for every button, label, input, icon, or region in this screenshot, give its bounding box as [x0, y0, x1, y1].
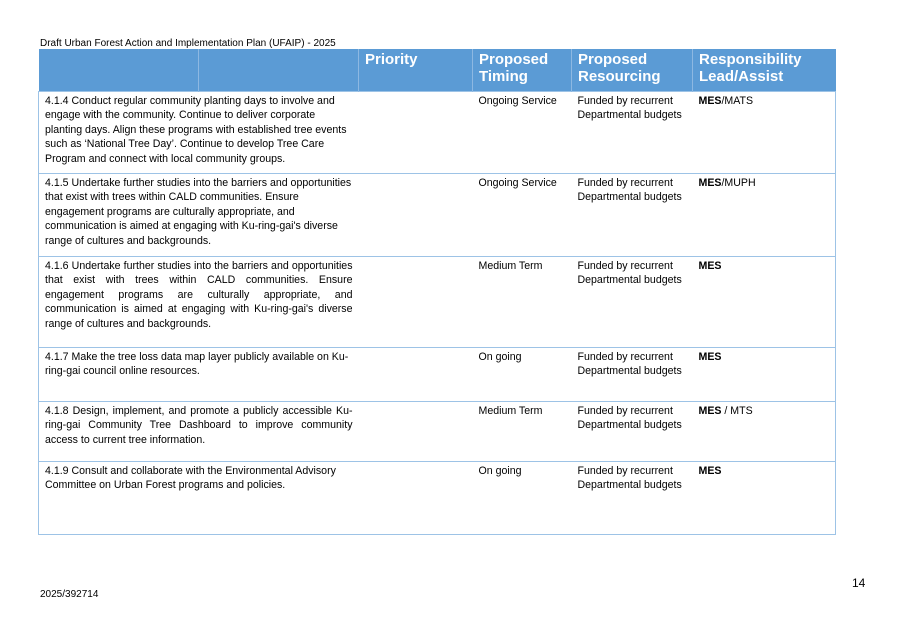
assist-text: /MATS — [721, 94, 754, 107]
action-cell: 4.1.7 Make the tree loss data map layer publicly available on Ku-ring-gai council online resources. — [39, 347, 359, 401]
responsibility-cell — [693, 173, 836, 256]
assist-text: / MTS — [721, 404, 753, 417]
table-row — [39, 347, 836, 401]
responsibility-cell — [693, 91, 836, 173]
priority-cell — [359, 91, 473, 173]
priority-cell — [359, 173, 473, 256]
responsibility-cell — [693, 256, 836, 347]
table-header-row — [39, 49, 836, 91]
lead-text: MES — [698, 404, 722, 417]
action-cell: 4.1.5 Undertake further studies into the barriers and opportunities that exist with trees within CALD communities. Ensure engagement programs are culturally appropriate, and communication is aimed at engaging with Ku-ring-gai's diverse range of cultures and backgrounds. — [39, 173, 359, 256]
column-header-action — [39, 49, 199, 91]
column-header-resourcing: Proposed Resourcing — [572, 49, 693, 91]
resourcing-cell: Funded by recurrent Departmental budgets — [572, 461, 693, 534]
column-header-responsibility: Responsibility Lead/Assist — [693, 49, 836, 91]
responsibility-cell — [693, 461, 836, 534]
table-row — [39, 256, 836, 347]
lead-text: MES — [698, 464, 722, 477]
action-plan-table — [38, 49, 836, 535]
column-header-action-2 — [199, 49, 359, 91]
lead-text: MES — [698, 350, 722, 363]
page-number: 14 — [852, 576, 866, 590]
table-row — [39, 401, 836, 461]
priority-cell — [359, 347, 473, 401]
resourcing-cell: Funded by recurrent Departmental budgets — [572, 401, 693, 461]
lead-text: MES — [698, 94, 722, 107]
priority-cell — [359, 256, 473, 347]
column-header-timing: Proposed Timing — [473, 49, 572, 91]
action-cell: 4.1.6 Undertake further studies into the barriers and opportunities that exist with trees within CALD communities. Ensure engagement programs are culturally appropriate, and communication is aimed at engaging with Ku-ring-gai's diverse range of cultures and backgrounds. — [39, 256, 359, 347]
lead-text: MES — [698, 176, 722, 189]
priority-cell — [359, 401, 473, 461]
resourcing-cell: Funded by recurrent Departmental budgets — [572, 173, 693, 256]
timing-cell: On going — [473, 461, 572, 534]
assist-text: /MUPH — [721, 176, 756, 189]
responsibility-cell — [693, 401, 836, 461]
timing-cell: Ongoing Service — [473, 91, 572, 173]
timing-cell: Medium Term — [473, 256, 572, 347]
table-row — [39, 91, 836, 173]
resourcing-cell: Funded by recurrent Departmental budgets — [572, 91, 693, 173]
column-header-priority: Priority — [359, 49, 473, 91]
timing-cell: Medium Term — [473, 401, 572, 461]
priority-cell — [359, 461, 473, 534]
action-cell: 4.1.9 Consult and collaborate with the Environmental Advisory Committee on Urban Forest programs and policies. — [39, 461, 359, 534]
lead-text: MES — [698, 259, 722, 272]
document-reference: 2025/392714 — [40, 589, 99, 600]
resourcing-cell: Funded by recurrent Departmental budgets — [572, 347, 693, 401]
resourcing-cell: Funded by recurrent Departmental budgets — [572, 256, 693, 347]
timing-cell: On going — [473, 347, 572, 401]
responsibility-cell — [693, 347, 836, 401]
action-cell: 4.1.8 Design, implement, and promote a publicly accessible Ku-ring-gai Community Tree Dashboard to improve community access to current tree information. — [39, 401, 359, 461]
timing-cell: Ongoing Service — [473, 173, 572, 256]
action-cell: 4.1.4 Conduct regular community planting days to involve and engage with the community. Continue to deliver corporate planting days. Align these programs with established tree events such as ‘National Tree Day’. Continue to develop Tree Care Program and connect with local community groups. — [39, 91, 359, 173]
document-header: Draft Urban Forest Action and Implementation Plan (UFAIP) - 2025 — [40, 38, 336, 49]
table-row — [39, 173, 836, 256]
table-row — [39, 461, 836, 534]
